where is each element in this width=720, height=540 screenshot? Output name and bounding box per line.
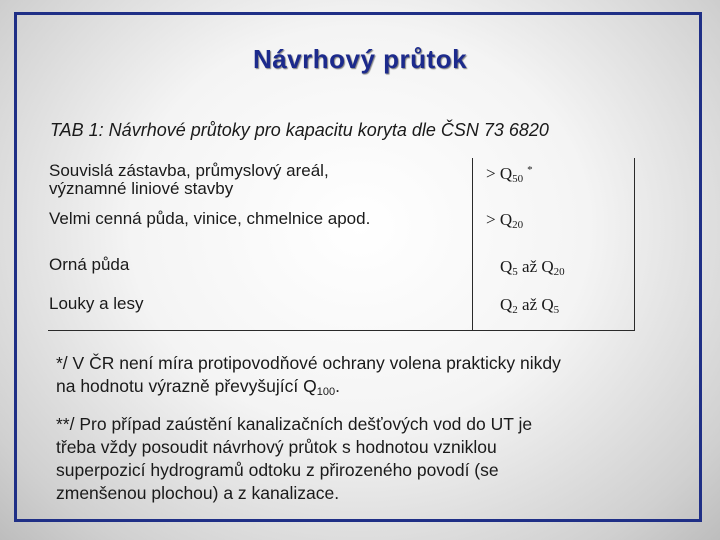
row-value-valuable-land: [486, 210, 523, 231]
flow-table: [48, 158, 635, 331]
footnote-1-subscript: 100: [316, 386, 336, 398]
q-subscript: 50: [512, 173, 524, 185]
footnote-1-end: .: [335, 376, 340, 396]
q-subscript: 20: [512, 219, 524, 231]
q-symbol: Q: [541, 257, 554, 276]
q-symbol: Q: [499, 210, 513, 229]
q-subscript: 2: [512, 304, 518, 316]
footnote-2-line1: **/ Pro případ zaústění kanalizačních dešťových vod do UT je: [56, 414, 533, 434]
value-prefix: >: [486, 164, 496, 183]
q-symbol: Q: [499, 164, 513, 183]
slide-title: Návrhový průtok: [252, 44, 468, 74]
q-subscript: 20: [553, 266, 565, 278]
q-symbol: Q: [500, 295, 513, 314]
footnote-1: [56, 352, 656, 404]
q-symbol: Q: [500, 257, 513, 276]
footnote-1-text: na hodnotu výrazně převyšující Q: [56, 376, 317, 396]
range-joiner: až: [522, 295, 538, 314]
q-subscript: 5: [553, 304, 560, 316]
q-symbol: Q: [541, 295, 554, 314]
row-label-valuable-land: Velmi cenná půda, vinice, chmelnice apod.: [49, 209, 371, 228]
range-joiner: až: [522, 257, 538, 276]
row-label-arable-land: Orná půda: [49, 255, 130, 274]
row-value-arable-land: [500, 257, 565, 278]
column-divider: [472, 158, 473, 330]
table-caption: TAB 1: Návrhové průtoky pro kapacitu koryta dle ČSN 73 6820: [50, 120, 549, 140]
footnote-marker: *: [527, 164, 533, 176]
row-value-urban: [486, 164, 533, 185]
footnote-2-line4: zmenšenou plochou) a z kanalizace.: [56, 483, 340, 503]
row-label-urban: [49, 162, 329, 198]
row-value-meadows-forests: [500, 295, 559, 316]
footnote-1-line2: [56, 375, 656, 404]
q-subscript: 5: [512, 266, 518, 278]
row-label-urban-line1: Souvislá zástavba, průmyslový areál,: [49, 161, 329, 180]
row-label-meadows-forests: Louky a lesy: [49, 294, 144, 313]
footnote-2: [56, 413, 656, 505]
footnote-2-line2: třeba vždy posoudit návrhový průtok s hodnotou vzniklou: [56, 437, 497, 457]
row-label-urban-line2: významné liniové stavby: [49, 179, 234, 198]
value-prefix: >: [486, 210, 496, 229]
footnote-2-line3: superpozicí hydrogramů odtoku z přirozeného povodí (se: [56, 460, 499, 480]
footnote-1-line1: */ V ČR není míra protipovodňové ochrany volena prakticky nikdy: [56, 353, 561, 373]
